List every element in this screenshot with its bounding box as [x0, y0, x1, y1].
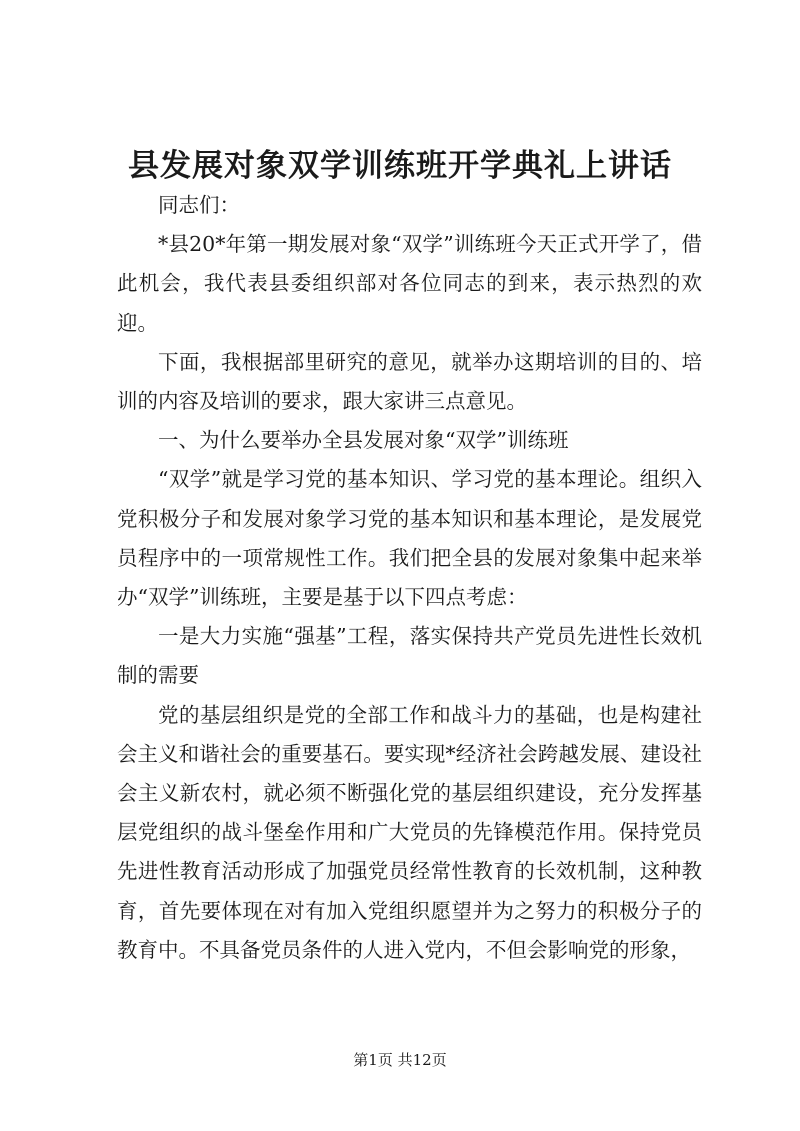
page-footer: 第1页 共12页: [353, 1051, 447, 1069]
paragraph-intro: 下面，我根据部里研究的意见，就举办这期培训的目的、培训的内容及培训的要求，跟大家讲三点意见。: [117, 349, 702, 414]
subheading-qiangji: 一是大力实施“强基”工程，落实保持共产党员先进性长效机制的需要: [117, 624, 702, 688]
paragraph-shuangxue: “双学”就是学习党的基本知识、学习党的基本理论。组织入党积极分子和发展对象学习党的基本知识和基本理论，是发展党员程序中的一项常规性工作。我们把全县的发展对象集中起来举办“双学”训练班，主要是基于以下四点考虑：: [117, 467, 702, 610]
document-title: 县发展对象双学训练班开学典礼上讲话: [128, 148, 672, 184]
paragraph-grassroots: 党的基层组织是党的全部工作和战斗力的基础，也是构建社会主义和谐社会的重要基石。要实现*经济社会跨越发展、建设社会主义新农村，就必须不断强化党的基层组织建设，充分发挥基层党组织的战斗堡垒作用和广大党员的先锋模范作用。保持党员先进性教育活动形成了加强党员经常性教育的长效机制，这种教育，首先要体现在对有加入党组织愿望并为之努力的积极分子的教育中。不具备党员条件的人进入党内，不但会影响党的形象，: [117, 702, 702, 962]
document-body: [117, 186, 702, 970]
salutation: 同志们：: [158, 193, 240, 217]
section-heading-1: 一、为什么要举办全县发展对象“双学”训练班: [158, 428, 569, 453]
paragraph-welcome: *县20*年第一期发展对象“双学”训练班今天正式开学了，借此机会，我代表县委组织部对各位同志的到来，表示热烈的欢迎。: [117, 232, 702, 335]
